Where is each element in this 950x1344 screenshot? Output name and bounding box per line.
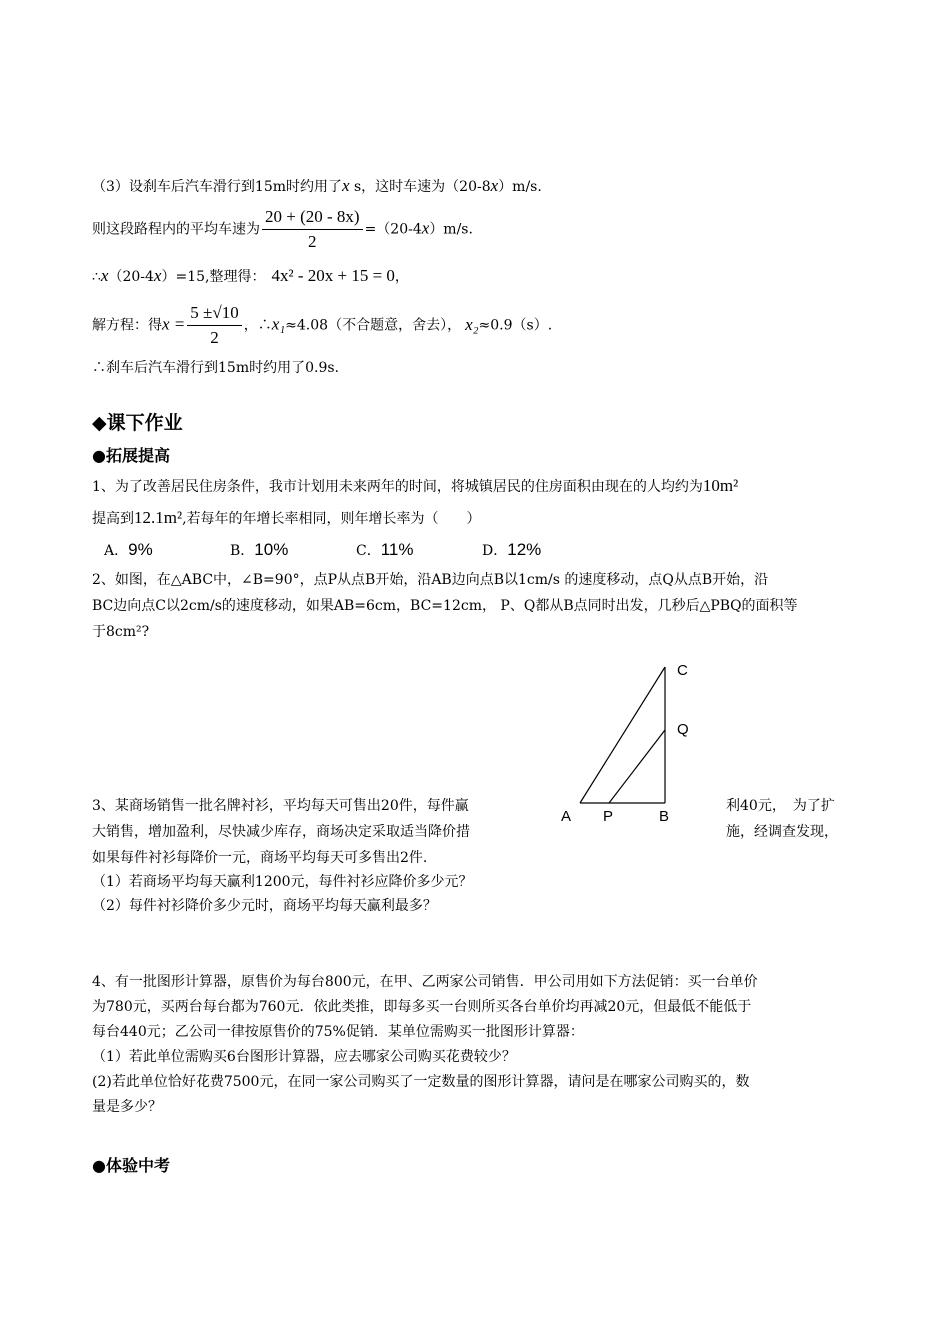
text: =（20-4 [364,221,422,238]
label-c: C [677,662,688,679]
area-value: 12.1m² [134,508,183,527]
text: 提高到 [92,511,134,527]
text: ， [394,269,409,285]
heading-extend: ●拓展提高 [92,446,170,465]
average-speed-fraction [262,206,363,253]
heading-homework: ◆课下作业 [92,412,183,434]
text: ,若每年的年增长率相同，则年增长率为（ ） [182,511,481,527]
solution-line-5 [92,358,339,378]
q4-sub-2a: (2)若此单位恰好花费7500元，在同一家公司购买了一定数量的图形计算器，请问是在哪家公司购买的，数 [92,1074,750,1090]
q3-line-2a: 大销售，增加盈利，尽快减少库存，商场决定采取适当降价措 [92,824,470,840]
triangle-figure [555,655,705,835]
solution-line-3 [92,266,409,287]
q4-sub-2b: 量是多少？ [92,1099,162,1115]
heading-exam: ●体验中考 [92,1156,170,1175]
q3-line-2b: 施，经调查发现， [726,824,838,840]
text: 1、为了改善居民住房条件，我市计划用未来两年的时间，将城镇居民的住房面积由现在的人均约为 [92,479,703,495]
q1-options [104,540,608,561]
text: s，这时车速为（20-8 [349,179,491,195]
math-var: x [342,176,350,195]
root-fraction [187,302,241,349]
solution-line-4 [92,302,552,349]
math-var: x [490,176,499,195]
text: ∴ [92,269,101,285]
text: （20-4 [108,269,154,285]
q4-line-2: 为780元，买两台每台都为760元．依此类推，即每多买一台则所买各台单价均再减20元，但最低不能低于 [92,999,752,1015]
math-var: x [421,218,430,238]
q3-line-1a: 3、某商场销售一批名牌衬衫，平均每天可售出20件，每件赢 [92,798,469,814]
text: （3）设刹车后汽车滑行到15m时约用了 [92,179,342,195]
text: ）m/s. [429,221,473,238]
q2-line-3: 于8cm²? [92,624,150,640]
q3-line-3: 如果每件衬衫每降价一元，商场平均每天可多售出2件. [92,850,428,866]
q4-line-3: 每台440元；乙公司一律按原售价的75%促销．某单位需购买一批图形计算器： [92,1024,584,1040]
q2-line-1: 2、如图，在△ABC中，∠B=90°，点P从点B开始，沿AB边向点B以1cm/s 的速度移动，点Q从点B开始，沿 [92,572,769,588]
label-p: P [603,808,614,825]
option-c[interactable]: C．11% [356,540,414,559]
solution-line-1 [92,176,542,197]
fraction-numerator: 20 + (20 - 8x) [262,206,363,230]
math-var: x [153,266,162,285]
q4-line-1: 4、有一批图形计算器，原售价为每台800元，在甲、乙两家公司销售．甲公司用如下方法促销：买一台单价 [92,974,758,990]
text: ）m/s. [498,179,542,195]
segment-pq [609,730,665,803]
math-var: x₂ [465,314,479,334]
option-a[interactable]: A．9% [104,540,153,559]
quadratic-equation: 4x² - 20x + 15 = 0 [271,266,395,285]
label-q: Q [677,721,689,738]
text: ）=15,整理得： [161,269,266,285]
area-value: 10m² [702,476,739,495]
math-var: x = [162,314,186,334]
fraction-denominator: 2 [210,328,219,347]
q2-line-2: BC边向点C以2cm/s的速度移动，如果AB=6cm，BC=12cm， P、Q都从B点同时出发，几秒后△PBQ的面积等 [92,598,798,614]
text: ∴刹车后汽车滑行到15m时约用了0.9s. [92,360,339,376]
text: 则这段路程内的平均车速为 [92,221,260,238]
q1-line-2 [92,508,481,529]
text: ≈4.08（不合题意，舍去）， [285,317,462,334]
label-a: A [561,808,572,825]
q1-line-1 [92,476,738,497]
fraction-denominator: 2 [308,232,317,251]
q4-sub-1: （1）若此单位需购买6台图形计算器，应去哪家公司购买花费较少？ [92,1049,516,1065]
math-var: x₁ [271,314,286,334]
q3-sub-2: （2）每件衬衫降价多少元时，商场平均每天赢利最多？ [92,898,437,914]
text: 解方程：得 [92,317,162,334]
math-var: x [100,266,109,285]
fraction-numerator: 5 ±√10 [187,302,241,326]
q3-sub-1: （1）若商场平均每天赢利1200元，每件衬衫应降价多少元？ [92,874,473,890]
side-ac [580,667,665,803]
option-d[interactable]: D．12% [482,540,542,559]
q3-line-1b: 利40元， 为了扩 [726,798,835,814]
text: ，∴ [243,317,272,334]
text: ≈0.9（s）. [478,317,553,334]
solution-line-2 [92,206,473,253]
label-b: B [659,808,670,825]
option-b[interactable]: B．10% [230,540,289,559]
